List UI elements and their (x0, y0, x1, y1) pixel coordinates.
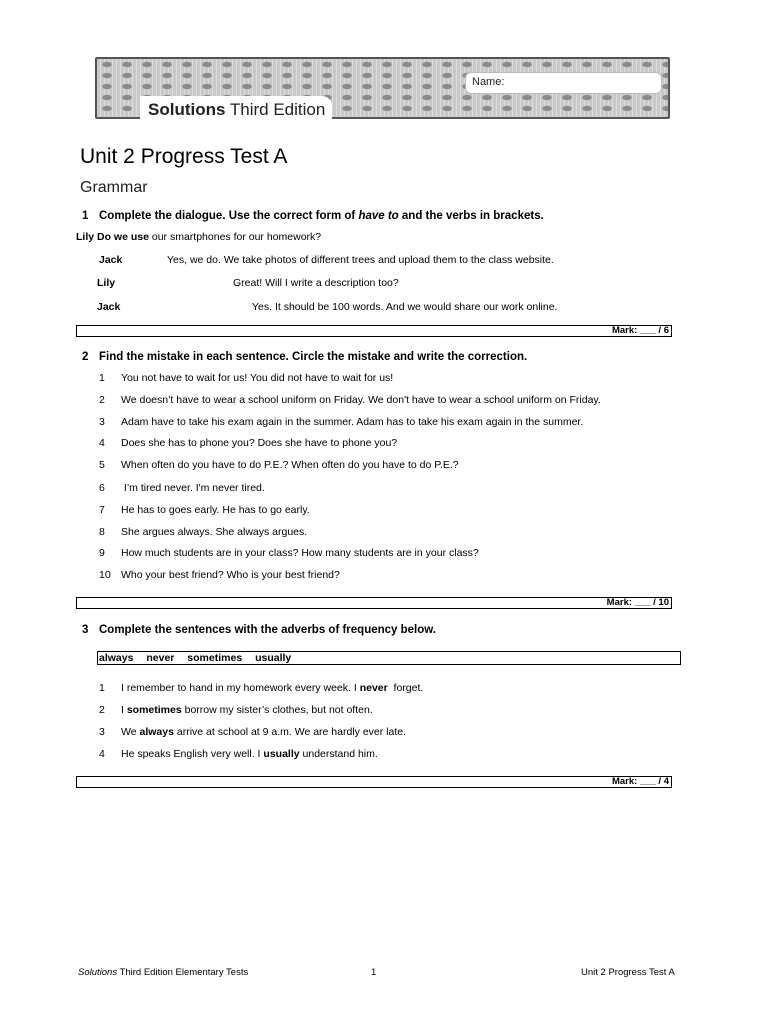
item-number: 10 (99, 569, 111, 581)
item-number: 2 (99, 394, 105, 406)
page-number: 1 (371, 967, 377, 978)
q3-instruction (82, 624, 436, 636)
dialogue-line-1: Yes, we do. We take photos of different trees and upload them to the class website. (167, 254, 554, 266)
item-text-post: arrive at school at 9 a.m. We are hardly ever late. (173, 726, 407, 738)
q2-instruction (82, 351, 527, 363)
brand-bold: Solutions (148, 100, 226, 119)
footer-right: Unit 2 Progress Test A (581, 967, 675, 978)
q3-item-3 (99, 726, 406, 738)
answer: Do we use (97, 231, 149, 243)
footer-brand: Solutions (78, 967, 118, 978)
speaker-2: Lily (97, 277, 116, 289)
item-text-post: understand him. (299, 748, 378, 760)
item-text: Adam have to take his exam again in the summer. Adam has to take his exam again in the summer. (121, 416, 584, 428)
mark-3: Mark: ___ / 4 (611, 776, 669, 787)
q2-item-9 (99, 547, 479, 559)
q1-instruction-em: have to (358, 210, 399, 222)
line-text: our smartphones for our homework? (148, 231, 322, 243)
item-text: You not have to wait for us! You did not have to wait for us! (121, 372, 394, 384)
q2-item-3 (99, 416, 583, 428)
brand-rest: Third Edition (225, 100, 326, 119)
item-text-post: borrow my sister’s clothes, but not often. (181, 704, 373, 716)
item-number: 3 (99, 416, 105, 428)
q2-item-6 (99, 482, 265, 494)
item-text: We (121, 726, 140, 738)
item-number: 5 (99, 459, 105, 471)
item-number: 7 (99, 504, 105, 516)
item-text: I remember to hand in my homework every week. I (121, 682, 360, 694)
word-box: always never sometimes usually (97, 651, 681, 665)
speaker-3: Jack (97, 301, 121, 313)
section-heading: Grammar (80, 179, 148, 196)
mark-box-1 (76, 325, 672, 337)
item-text: How much students are in your class? How many students are in your class? (121, 547, 479, 559)
item-text: She argues always. She always argues. (121, 526, 308, 538)
mark-box-2 (76, 597, 672, 609)
item-text: I’m tired never. I'm never tired. (121, 482, 265, 494)
item-answer: always (139, 726, 174, 738)
dialogue-line-0 (76, 231, 321, 243)
item-answer: sometimes (126, 704, 182, 716)
item-number: 9 (99, 547, 105, 559)
q2-item-1 (99, 372, 393, 384)
footer-left (78, 967, 248, 978)
q3-item-1 (99, 682, 423, 694)
item-answer: usually (263, 748, 300, 760)
q2-instruction-text: Find the mistake in each sentence. Circle the mistake and write the correction. (99, 351, 528, 363)
item-number: 4 (99, 748, 105, 760)
q3-item-4 (99, 748, 378, 760)
name-label: Name: (472, 76, 505, 88)
item-text: Who your best friend? Who is your best friend? (121, 569, 340, 581)
footer-left-text: Third Edition Elementary Tests (117, 967, 249, 978)
item-text-post: forget. (387, 682, 424, 694)
q2-item-8 (99, 526, 307, 538)
q2-item-2 (99, 394, 601, 406)
item-number: 4 (99, 437, 105, 449)
item-number: 1 (99, 682, 105, 694)
item-text: When often do you have to do P.E.? When often do you have to do P.E.? (121, 459, 459, 471)
q2-item-10 (99, 569, 340, 581)
item-text: He has to goes early. He has to go early. (121, 504, 310, 516)
q2-item-7 (99, 504, 310, 516)
q3-instruction-text: Complete the sentences with the adverbs of frequency below. (99, 624, 436, 636)
item-number: 3 (99, 726, 105, 738)
item-text: We doesn’t have to wear a school uniform on Friday. We don't have to wear a school uniform on Friday. (121, 394, 601, 406)
q1-number: 1 (82, 210, 89, 222)
dialogue-line-3: Yes. It should be 100 words. And we would share our work online. (252, 301, 558, 313)
brand-logo (148, 100, 325, 120)
page-title: Unit 2 Progress Test A (80, 145, 288, 168)
dialogue-line-2: Great! Will I write a description too? (233, 277, 399, 289)
q2-item-4 (99, 437, 397, 449)
item-number: 6 (99, 482, 105, 494)
q1-instruction-text: Complete the dialogue. Use the correct form of (99, 210, 359, 222)
q1-instruction (82, 210, 544, 222)
item-number: 8 (99, 526, 105, 538)
q1-instruction-post: and the verbs in brackets. (398, 210, 544, 222)
mark-box-3 (76, 776, 672, 788)
speaker: Lily (76, 231, 95, 243)
speaker-1: Jack (99, 254, 123, 266)
mark-1: Mark: ___ / 6 (611, 325, 669, 336)
item-number: 2 (99, 704, 105, 716)
item-text: He speaks English very well. I (121, 748, 264, 760)
item-number: 1 (99, 372, 105, 384)
q3-item-2 (99, 704, 373, 716)
q3-number: 3 (82, 624, 89, 636)
item-text: I (121, 704, 127, 716)
q2-number: 2 (82, 351, 89, 363)
mark-2: Mark: ___ / 10 (606, 597, 669, 608)
q2-item-5 (99, 459, 459, 471)
item-text: Does she has to phone you? Does she have to phone you? (121, 437, 398, 449)
item-answer: never (359, 682, 388, 694)
